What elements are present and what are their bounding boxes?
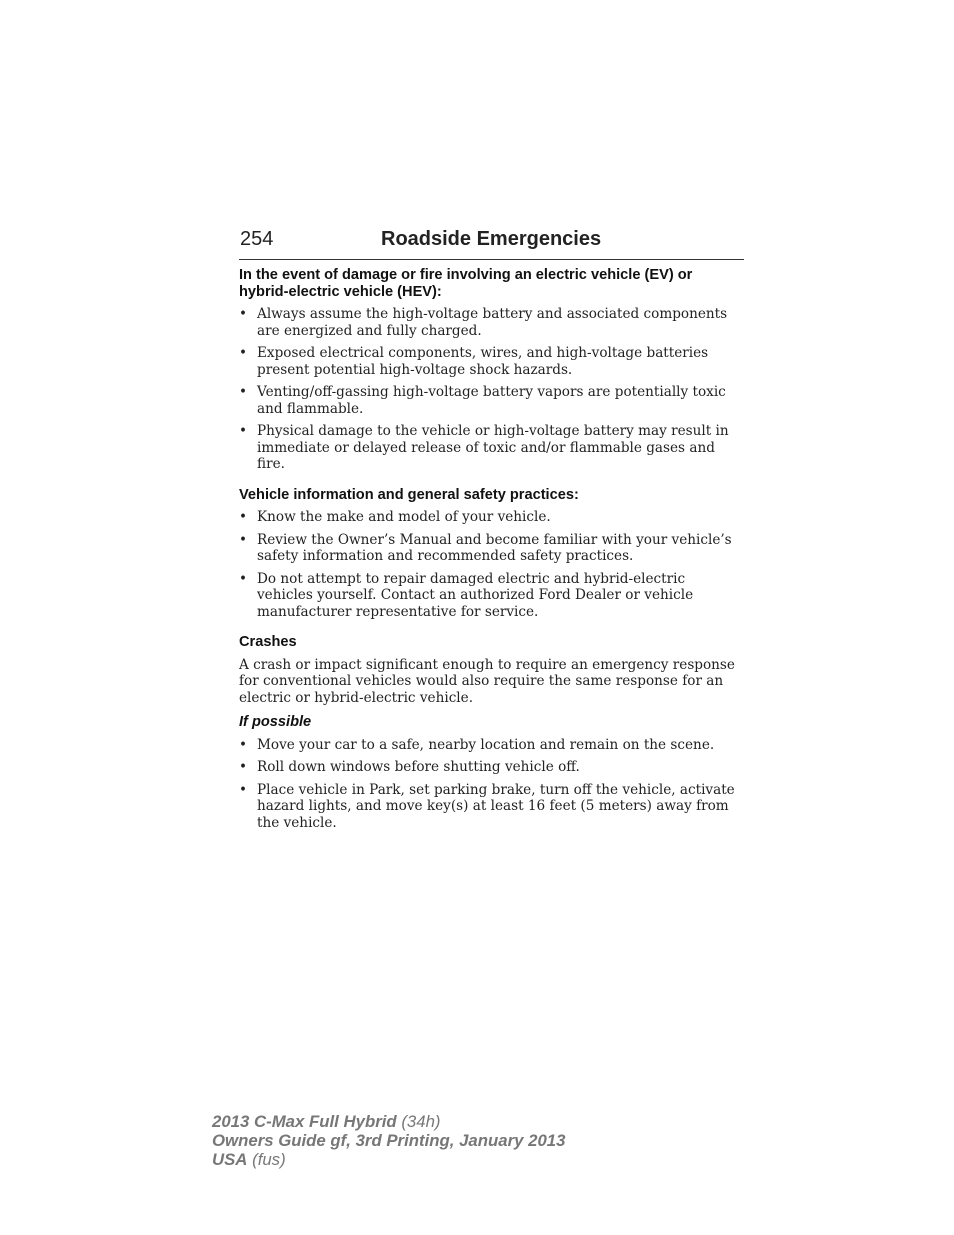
bullet-icon: • [239, 384, 248, 400]
list-item-text: Review the Owner’s Manual and become familiar with your vehicle’s safety information and recommended safety practices. [257, 531, 732, 564]
document-footer [212, 1112, 565, 1169]
list-item [239, 532, 744, 565]
list-item [239, 306, 744, 339]
bullet-icon: • [239, 423, 248, 439]
list-item-text: Place vehicle in Park, set parking brake, turn off the vehicle, activate hazard lights, and move key(s) at least 16 feet (5 meters) away from the vehicle. [257, 781, 735, 831]
list-item-text: Move your car to a safe, nearby location and remain on the scene. [257, 736, 715, 753]
page-number: 254 [240, 228, 274, 250]
list-item [239, 759, 744, 776]
list-item-text: Venting/off-gassing high-voltage battery vapors are potentially toxic and flammable. [257, 384, 726, 417]
footer-line-2 [212, 1131, 565, 1150]
footer-model: 2013 C-Max Full Hybrid [212, 1112, 397, 1131]
page-header [239, 228, 744, 260]
bullet-icon: • [239, 759, 248, 775]
list-item [239, 737, 744, 754]
ev-damage-heading: In the event of damage or fire involving an electric vehicle (EV) or hybrid-electric vehicle (HEV): [239, 267, 693, 300]
list-item-text: Physical damage to the vehicle or high-voltage battery may result in immediate or delayed release of toxic and/or flammable gases and fire. [257, 423, 729, 472]
bullet-icon: • [239, 570, 248, 587]
if-possible-list [239, 737, 744, 832]
crashes-heading: Crashes [239, 634, 297, 650]
bullet-icon: • [239, 736, 248, 753]
if-possible-heading: If possible [239, 714, 312, 730]
list-item-text: Always assume the high-voltage battery and associated components are energized and fully charged. [257, 306, 728, 339]
page-content [239, 267, 744, 837]
bullet-icon: • [239, 509, 248, 525]
footer-edition: Owners Guide gf, 3rd Printing, January 2013 [212, 1131, 566, 1150]
list-item [239, 345, 744, 378]
list-item [239, 571, 744, 621]
footer-line-1 [212, 1112, 565, 1131]
footer-market-code: (fus) [247, 1150, 286, 1169]
vehicle-info-list [239, 509, 744, 620]
footer-line-3 [212, 1150, 565, 1169]
list-item [239, 384, 744, 417]
vehicle-info-heading: Vehicle information and general safety practices: [239, 486, 579, 503]
list-item [239, 509, 744, 526]
list-item-text: Know the make and model of your vehicle. [257, 509, 551, 525]
bullet-icon: • [239, 306, 248, 322]
bullet-icon: • [239, 781, 248, 798]
list-item-text: Roll down windows before shutting vehicle off. [257, 759, 580, 775]
bullet-icon: • [239, 531, 248, 548]
list-item [239, 423, 744, 473]
list-item [239, 782, 744, 832]
section-title: Roadside Emergencies [381, 228, 602, 250]
footer-model-code: (34h) [396, 1112, 441, 1131]
list-item-text: Exposed electrical components, wires, and high-voltage batteries present potential high-voltage shock hazards. [257, 345, 709, 378]
ev-damage-list [239, 306, 744, 473]
footer-market: USA [212, 1150, 248, 1169]
crashes-paragraph: A crash or impact significant enough to require an emergency response for conventional vehicles would also require the same response for an electric or hybrid-electric vehicle. [239, 656, 735, 706]
list-item-text: Do not attempt to repair damaged electric and hybrid-electric vehicles yourself. Contact an authorized Ford Dealer or vehicle manufacturer representative for service. [257, 570, 694, 620]
bullet-icon: • [239, 345, 248, 361]
